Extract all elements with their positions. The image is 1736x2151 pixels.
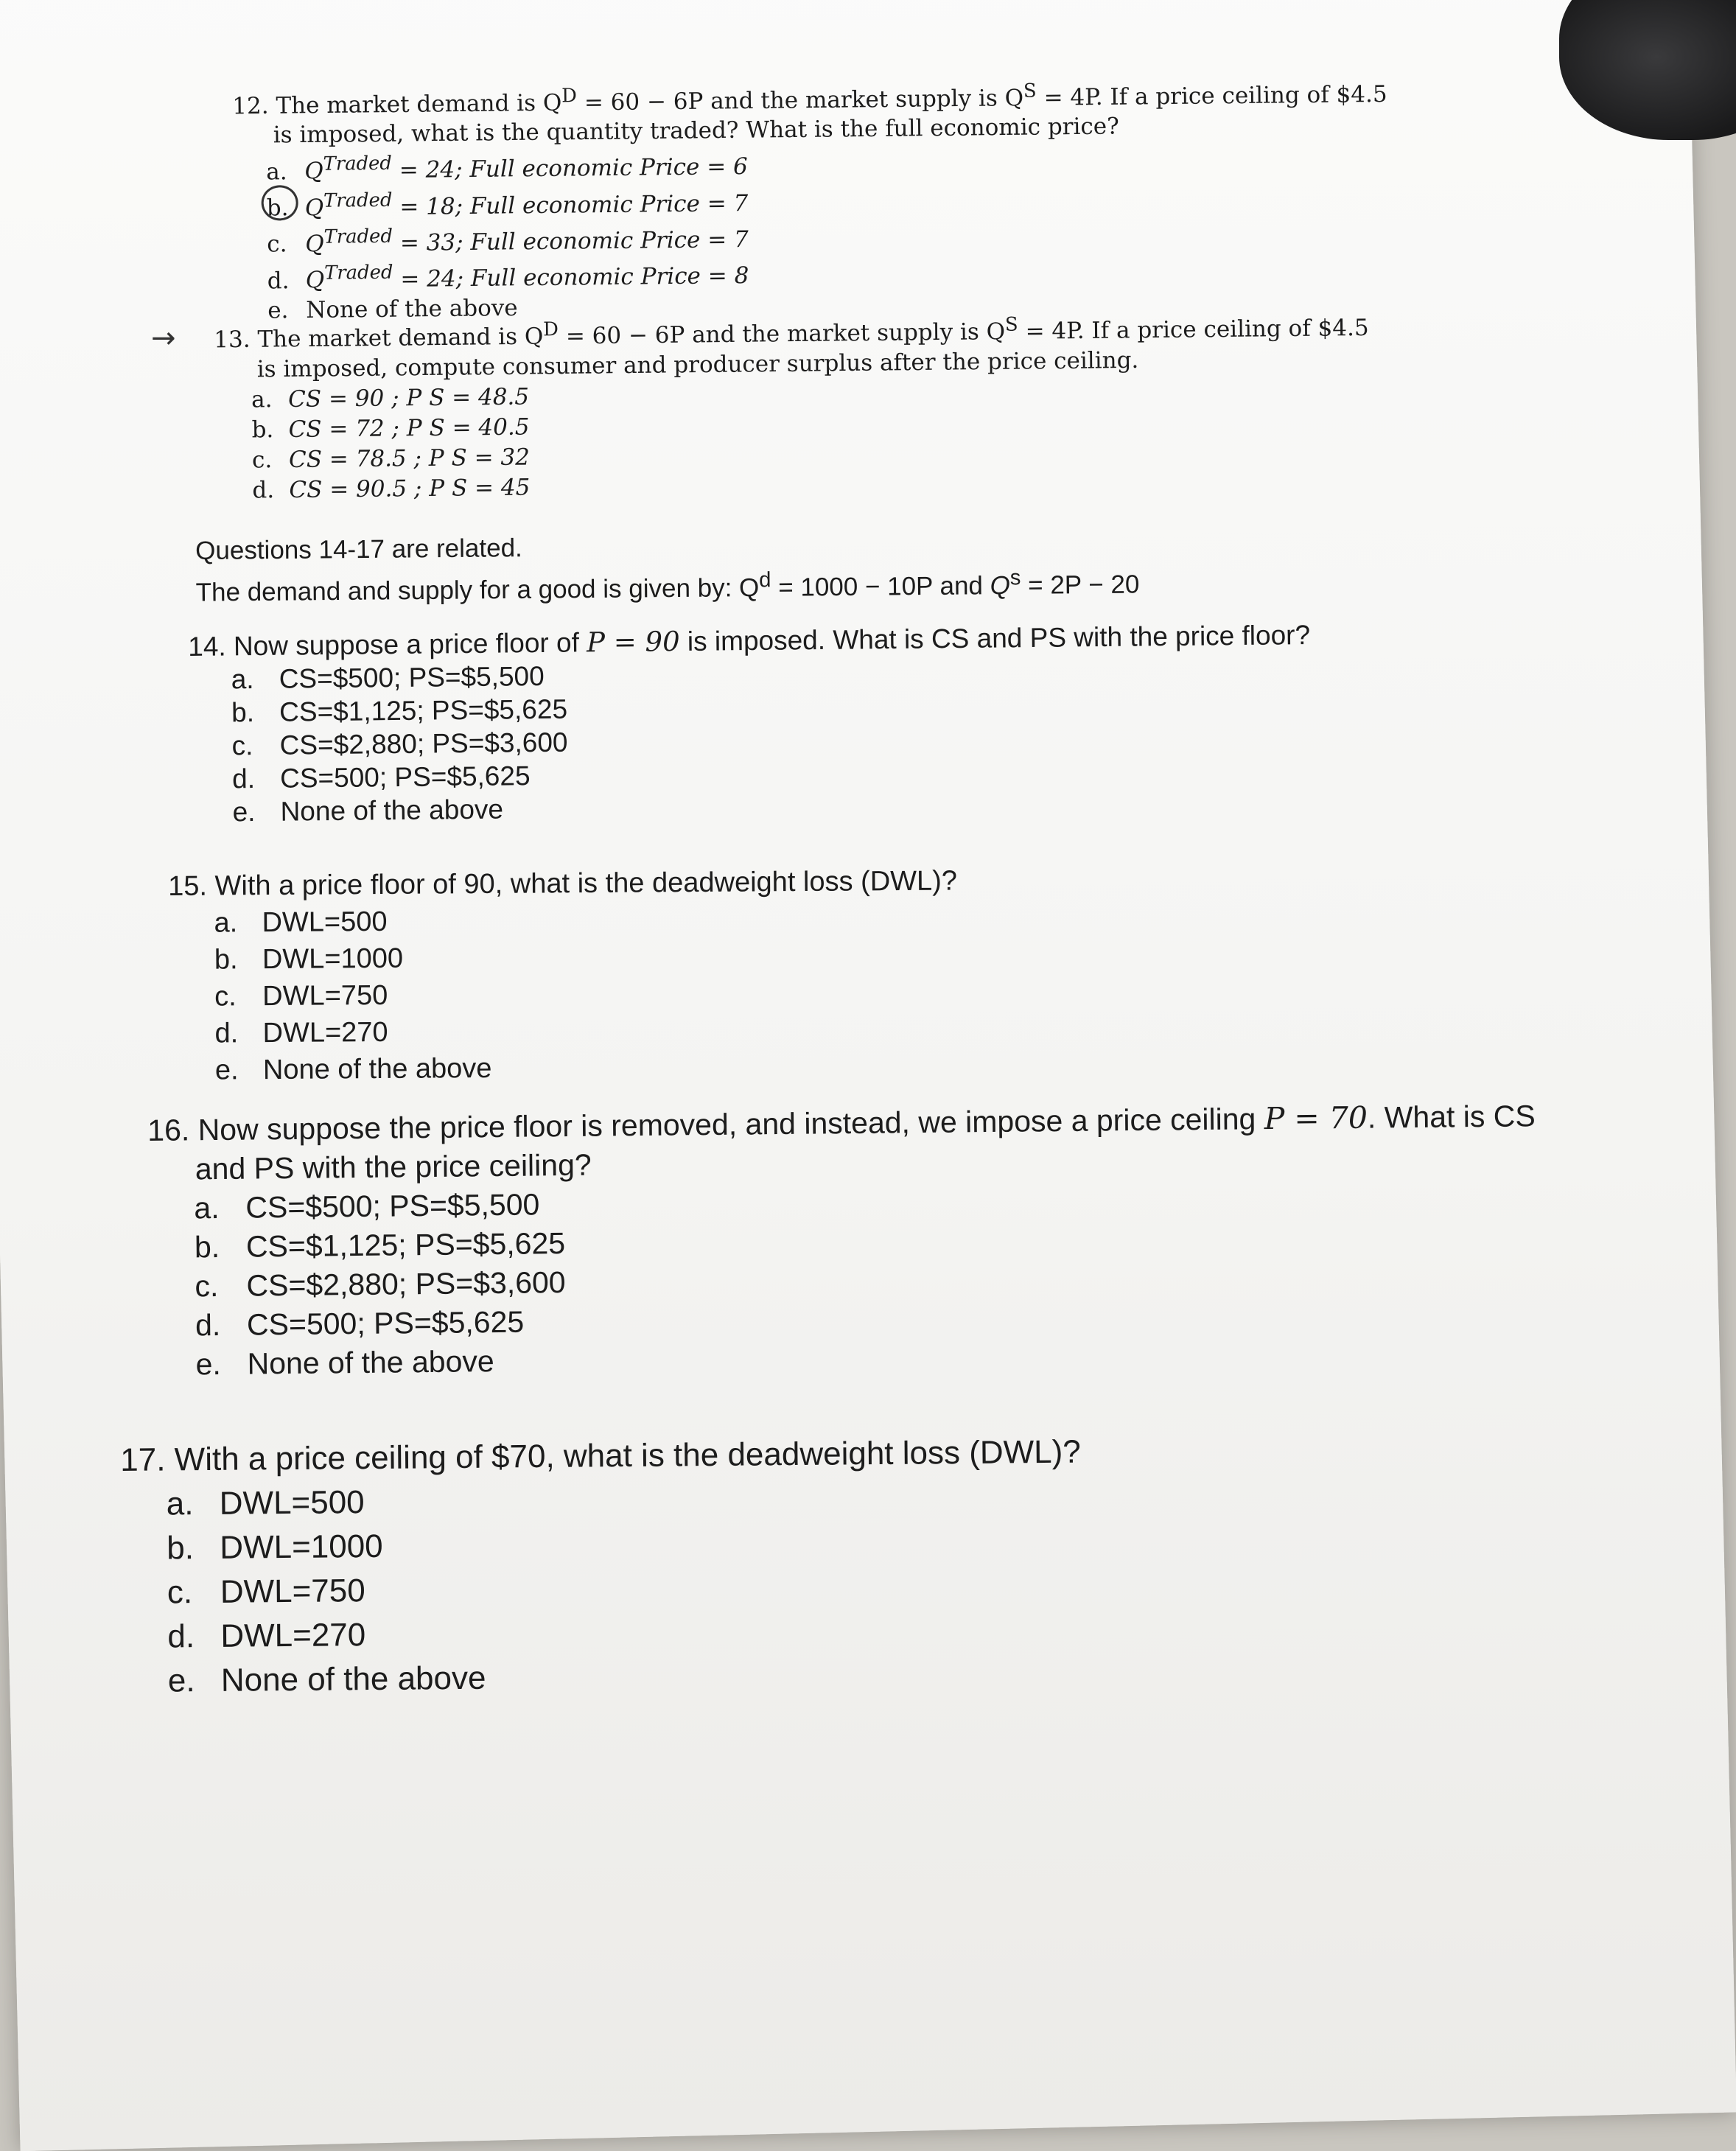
question-number: 15.	[168, 870, 208, 902]
option-d	[169, 1010, 958, 1052]
option-b	[169, 937, 958, 979]
option-letter: b.	[231, 697, 255, 728]
option-math: Q	[305, 267, 325, 294]
option-letter: c.	[214, 981, 237, 1012]
option-letter: a.	[266, 158, 287, 186]
intro-text: The demand and supply for a good is given by: Q	[195, 573, 760, 607]
section-intro	[195, 526, 1140, 610]
question-12	[232, 73, 1390, 326]
intro-line2	[195, 560, 1139, 610]
stem-text: Now suppose the price floor is removed, and instead, we impose a price ceiling	[197, 1102, 1264, 1147]
question-number: 14.	[188, 631, 226, 662]
stem-text: = 60 − 6P and the market supply is Q	[576, 85, 1024, 116]
question-16-stem-line2: and PS with the price ceiling?	[195, 1147, 592, 1186]
intro-text: and	[932, 571, 990, 601]
option-b	[121, 1519, 1082, 1571]
option-letter: c.	[231, 730, 253, 761]
option-text: CS=$500; PS=$5,500	[279, 660, 545, 694]
option-e	[122, 1651, 1083, 1704]
option-sup: Traded	[323, 225, 393, 248]
option-text: None of the above	[262, 1052, 492, 1086]
option-text: CS=$500; PS=$5,500	[245, 1187, 540, 1225]
stem-text: With a price ceiling of $70, what is the deadweight loss (DWL)?	[174, 1433, 1081, 1478]
option-text: = 24; Full economic Price = 8	[393, 262, 749, 293]
option-letter: c.	[195, 1269, 219, 1304]
question-14	[188, 618, 1312, 829]
stem-text: Now suppose a price floor of	[233, 627, 587, 662]
option-letter: c.	[167, 1574, 193, 1611]
option-letter: a.	[251, 386, 273, 413]
option-letter: a.	[166, 1486, 194, 1522]
stem-text: = 4P. If a price ceiling of $4.5	[1036, 80, 1387, 111]
question-number: 13.	[214, 326, 251, 354]
option-letter: d.	[231, 763, 256, 794]
stem-math: P = 70	[1264, 1099, 1368, 1137]
option-text: CS=500; PS=$5,625	[279, 760, 531, 794]
option-c	[122, 1563, 1082, 1615]
option-text: None of the above	[247, 1344, 494, 1381]
option-text: = 33; Full economic Price = 7	[392, 225, 749, 257]
option-text: CS = 90.5 ; P S = 45	[289, 474, 531, 504]
question-17	[120, 1430, 1083, 1704]
option-letter: a.	[231, 664, 254, 695]
stem-text: = 4P. If a price ceiling of $4.5	[1018, 314, 1369, 345]
option-math: Q	[304, 194, 324, 221]
stem-text: With a price floor of 90, what is the deadweight loss (DWL)?	[214, 865, 958, 902]
option-letter: e.	[167, 1662, 195, 1699]
option-text: DWL=1000	[220, 1528, 383, 1566]
intro-sup: d	[759, 568, 771, 592]
option-math: Q	[305, 231, 324, 258]
question-number: 12.	[232, 92, 269, 120]
option-letter: b.	[266, 195, 289, 222]
option-text: DWL=750	[220, 1573, 365, 1610]
intro-math: Q	[990, 571, 1011, 601]
option-letter: c.	[251, 447, 273, 474]
stem-sup: S	[1004, 313, 1018, 336]
option-text: CS = 78.5 ; P S = 32	[288, 444, 531, 474]
question-15	[168, 863, 959, 1089]
question-15-stem	[168, 863, 957, 905]
option-text: DWL=1000	[262, 942, 404, 976]
stem-text: . What is CS	[1367, 1099, 1536, 1135]
option-text: None of the above	[220, 1659, 486, 1699]
option-letter: e.	[267, 296, 289, 324]
option-sup: Traded	[323, 153, 393, 176]
option-letter: a.	[214, 907, 238, 939]
option-letter: e.	[195, 1346, 222, 1382]
option-d	[122, 1607, 1082, 1659]
stem-sup: S	[1023, 80, 1037, 102]
option-text: CS = 90 ; P S = 48.5	[287, 383, 530, 413]
option-text: CS=$1,125; PS=$5,625	[245, 1226, 566, 1264]
option-letter: b.	[167, 1530, 195, 1567]
question-12-stem-line2: is imposed, what is the quantity traded? What is the full economic price?	[273, 113, 1119, 149]
option-letter: b.	[194, 1229, 220, 1265]
option-text: CS=$2,880; PS=$3,600	[246, 1265, 566, 1303]
option-letter: d.	[214, 1018, 239, 1049]
option-e	[169, 1047, 959, 1089]
option-letter: d.	[195, 1307, 221, 1343]
option-text: None of the above	[280, 794, 504, 827]
option-letter: d.	[252, 477, 275, 504]
stem-sup: D	[561, 85, 578, 108]
option-letter: d.	[267, 267, 290, 295]
hand-drawn-arrow-icon: →	[151, 321, 176, 355]
option-text: = 18; Full economic Price = 7	[392, 189, 749, 220]
option-text: DWL=500	[262, 906, 388, 939]
question-16	[147, 1097, 1538, 1385]
stem-text: The market demand is Q	[257, 323, 544, 353]
option-sup: Traded	[323, 262, 393, 285]
option-c	[169, 973, 958, 1015]
option-text: DWL=270	[262, 1016, 388, 1049]
option-text: CS=500; PS=$5,625	[246, 1304, 525, 1342]
option-letter: e.	[232, 797, 256, 828]
option-letter: b.	[251, 416, 274, 444]
option-text: DWL=270	[220, 1617, 366, 1654]
stem-sup: D	[543, 318, 559, 341]
circled-answer-mark	[261, 185, 298, 221]
intro-line1: Questions 14-17 are related.	[195, 534, 522, 565]
option-text: None of the above	[306, 294, 518, 323]
option-text: = 24; Full economic Price = 6	[391, 153, 748, 184]
option-text: DWL=500	[219, 1484, 365, 1522]
question-17-stem	[120, 1430, 1081, 1483]
option-text: CS=$2,880; PS=$3,600	[279, 727, 568, 760]
option-a	[121, 1475, 1082, 1527]
option-letter: d.	[167, 1618, 195, 1655]
stem-text: is imposed. What is CS and PS with the price floor?	[679, 620, 1311, 657]
intro-sup: s	[1009, 566, 1021, 590]
option-math: Q	[304, 158, 323, 185]
stem-text: The market demand is Q	[276, 89, 562, 119]
intro-text: = 2P − 20	[1021, 570, 1140, 600]
option-letter: c.	[267, 231, 287, 258]
option-letter: e.	[214, 1054, 239, 1086]
option-a	[168, 900, 957, 942]
stem-text: = 60 − 6P and the market supply is Q	[558, 318, 1006, 350]
intro-text: = 1000 − 10P	[771, 571, 933, 602]
question-number: 16.	[147, 1113, 190, 1147]
option-text: CS=$1,125; PS=$5,625	[279, 693, 568, 727]
stem-math: P = 90	[586, 626, 680, 659]
question-number: 17.	[120, 1441, 166, 1478]
question-13-stem-line2: is imposed, compute consumer and producer surplus after the price ceiling.	[256, 347, 1139, 383]
option-sup: Traded	[323, 189, 393, 212]
option-letter: b.	[214, 944, 238, 976]
option-letter: a.	[194, 1190, 220, 1225]
option-text: DWL=750	[262, 979, 388, 1012]
question-13	[214, 307, 1371, 507]
option-text: CS = 72 ; P S = 40.5	[288, 413, 530, 444]
